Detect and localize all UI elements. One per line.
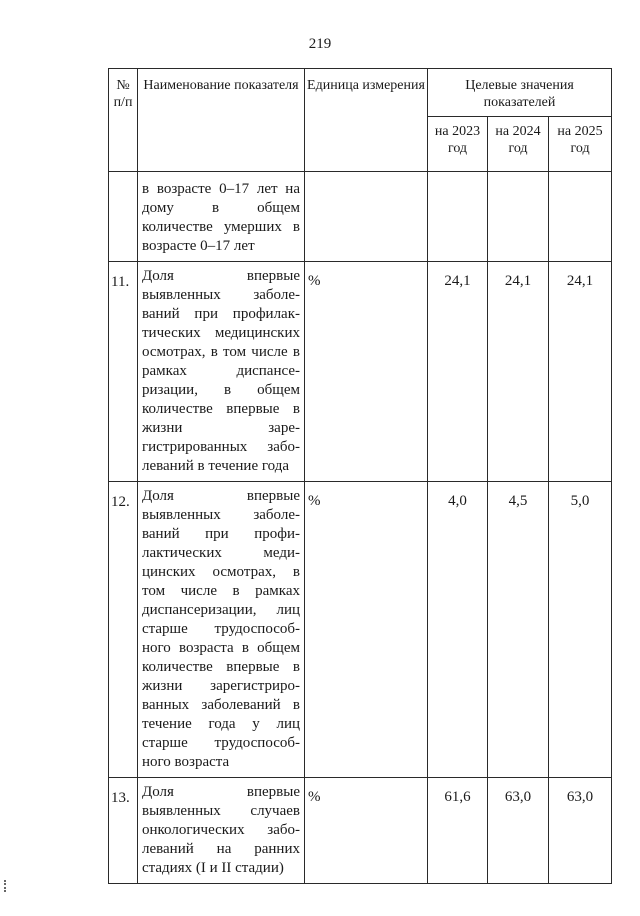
- header-name: Наименование показателя: [138, 69, 305, 172]
- cell-value: [488, 172, 549, 262]
- cell-unit: %: [305, 262, 428, 482]
- cell-unit: %: [305, 778, 428, 884]
- header-num: № п/п: [109, 69, 138, 172]
- table-row: [109, 262, 612, 482]
- scan-artifact: [4, 880, 9, 892]
- cell-value-2024: 4,5: [488, 482, 549, 778]
- cell-name: Доля впервые выявленных случаев онкологических заболеваний на ранних стадиях (I и II стадии): [138, 778, 305, 884]
- cell-value-2023: 4,0: [428, 482, 488, 778]
- table-row: [109, 778, 612, 884]
- table-row-continuation: [109, 172, 612, 262]
- header-targets: Целевые значения показателей: [428, 69, 612, 117]
- header-year-2024: на 2024 год: [488, 117, 549, 172]
- cell-value-2023: 61,6: [428, 778, 488, 884]
- page-number: 219: [308, 36, 332, 52]
- cell-value-2025: 24,1: [549, 262, 612, 482]
- cell-value-2025: 5,0: [549, 482, 612, 778]
- cell-num: 11.: [109, 262, 138, 482]
- cell-num: [109, 172, 138, 262]
- cell-unit: %: [305, 482, 428, 778]
- cell-value-2025: 63,0: [549, 778, 612, 884]
- cell-name: Доля впервые выявленных заболеваний при профилактических медицинских осмотрах, в том числе в рамках диспансеризации, в общем количестве впервые в жизни зарегистрированных заболеваний в течение года: [138, 262, 305, 482]
- header-year-2023: на 2023 год: [428, 117, 488, 172]
- cell-value-2023: 24,1: [428, 262, 488, 482]
- cell-value: [549, 172, 612, 262]
- cell-value: [428, 172, 488, 262]
- cell-name: Доля впервые выявленных заболеваний при профилактических медицинских осмотрах, в том числе в рамках диспансеризации, лиц старше трудоспособного возраста в общем количестве впервые в жизни зарегистрированных заболеваний в течение года у лиц старше трудоспособного возраста: [138, 482, 305, 778]
- cell-name: в возрасте 0–17 лет на дому в общем количестве умерших в возрасте 0–17 лет: [138, 172, 305, 262]
- cell-num: 13.: [109, 778, 138, 884]
- header-unit: Единица измерения: [305, 69, 428, 172]
- cell-unit: [305, 172, 428, 262]
- header-year-2025: на 2025 год: [549, 117, 612, 172]
- indicators-table: [108, 68, 612, 884]
- table-row: [109, 482, 612, 778]
- cell-num: 12.: [109, 482, 138, 778]
- cell-value-2024: 63,0: [488, 778, 549, 884]
- cell-value-2024: 24,1: [488, 262, 549, 482]
